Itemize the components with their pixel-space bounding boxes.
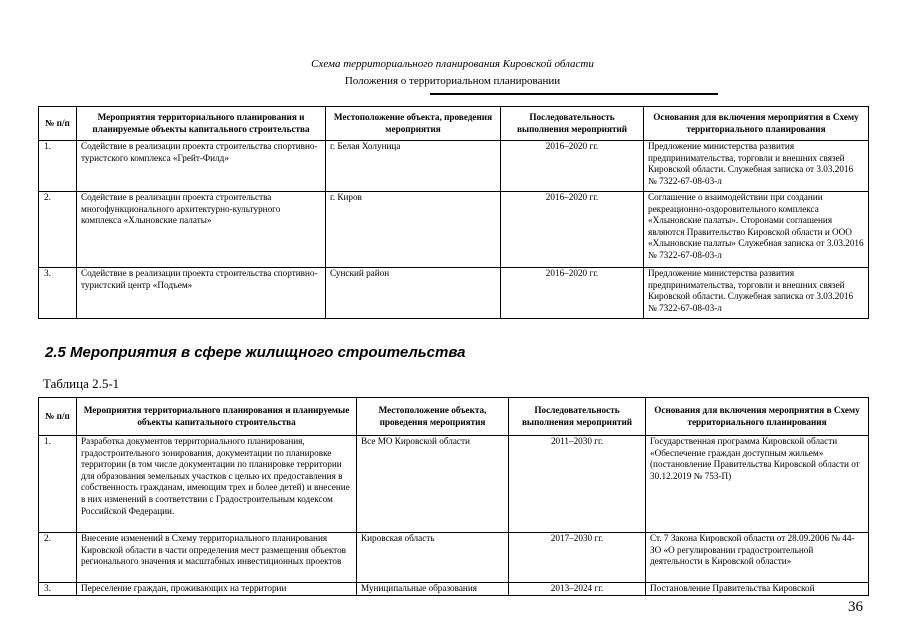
measures-table-1 (38, 106, 869, 319)
table-row (39, 583, 869, 596)
col-header-num: № п/п (39, 398, 77, 436)
col-header-location: Местоположение объекта, проведения мероприятия (326, 107, 501, 141)
col-header-location: Местоположение объекта, проведения мероприятия (357, 398, 509, 436)
table-row (39, 533, 869, 583)
row-location: Кировская область (357, 533, 509, 583)
document-header-title: Схема территориального планирования Кировской области (311, 58, 594, 70)
row-location: г. Киров (326, 192, 501, 268)
row-basis: Ст. 7 Закона Кировской области от 28.09.2006 № 44-ЗО «О регулировании градостроительной деятельности в Кировской области» (646, 533, 869, 583)
col-header-period: Последовательность выполнения мероприятий (509, 398, 646, 436)
col-header-event: Мероприятия территориального планирования и планируемые объекты капитального строительства (77, 107, 326, 141)
row-basis: Предложение министерства развития предпринимательства, торговли и внешних связей Кировской области. Служебная записка от 3.03.2016 № 7322-67-08-03-л (644, 268, 869, 319)
row-period: 2017–2030 гг. (509, 533, 646, 583)
measures-table-2 (38, 397, 869, 596)
col-header-basis: Основания для включения мероприятия в Схему территориального планирования (646, 398, 869, 436)
table-row (39, 436, 869, 533)
row-location: Все МО Кировской области (357, 436, 509, 533)
row-event: Переселение граждан, проживающих на территории (77, 583, 357, 596)
col-header-num: № п/п (39, 107, 77, 141)
header-rule (430, 93, 718, 95)
row-period: 2016–2020 гг. (501, 192, 644, 268)
table-row (39, 268, 869, 319)
row-num: 1. (39, 436, 77, 533)
row-location: г. Белая Холуница (326, 141, 501, 192)
row-basis: Предложение министерства развития предпринимательства, торговли и внешних связей Кировской области. Служебная записка от 3.03.2016 № 7322-67-08-03-л (644, 141, 869, 192)
row-num: 1. (39, 141, 77, 192)
col-header-basis: Основания для включения мероприятия в Схему территориального планирования (644, 107, 869, 141)
row-event: Разработка документов территориального планирования, градостроительного зонирования, документации по планировке территории (в том числе документации по планировке территории для образования земельных участков с целью их предоставления в собственность гражданам, имеющим трех и более детей) и внесение в них изменений в соответствии с Градостроительным кодексом Российской Федерации. (77, 436, 357, 533)
table-label: Таблица 2.5-1 (43, 376, 120, 391)
row-event: Внесение изменений в Схему территориального планирования Кировской области в части определения мест размещения объектов регионального значения и масштабных инвестиционных проектов (77, 533, 357, 583)
row-event: Содействие в реализации проекта строительства спортивно-туристский центр «Подъем» (77, 268, 326, 319)
table-row (39, 192, 869, 268)
col-header-period: Последовательность выполнения мероприятий (501, 107, 644, 141)
table-row (39, 141, 869, 192)
row-num: 2. (39, 533, 77, 583)
row-period: 2016–2020 гг. (501, 141, 644, 192)
section-title: 2.5 Мероприятия в сфере жилищного строительства (45, 344, 466, 361)
row-num: 3. (39, 583, 77, 596)
table-header-row (39, 107, 869, 141)
row-num: 3. (39, 268, 77, 319)
page-number: 36 (848, 599, 863, 615)
row-basis: Государственная программа Кировской области «Обеспечение граждан доступным жильем» (постановление Правительства Кировской области от 30.12.2019 № 753-П) (646, 436, 869, 533)
col-header-event: Мероприятия территориального планирования и планируемые объекты капитального строительства (77, 398, 357, 436)
document-header-subtitle: Положения о территориальном планировании (344, 75, 561, 87)
row-period: 2011–2030 гг. (509, 436, 646, 533)
row-period: 2013–2024 гг. (509, 583, 646, 596)
row-basis: Соглашение о взаимодействии при создании рекреационно-оздоровительного комплекса «Хлыновские палаты». Сторонами соглашения являются Правительство Кировской области и ООО «Хлыновские палаты» Служебная записка от 3.03.2016 № 7322-67-08-03-л (644, 192, 869, 268)
table-header-row (39, 398, 869, 436)
row-location: Сунский район (326, 268, 501, 319)
row-event: Содействие в реализации проекта строительства многофункционального архитектурно-культурного комплекса «Хлыновские палаты» (77, 192, 326, 268)
row-event: Содействие в реализации проекта строительства спортивно-туристского комплекса «Грейт-Филд» (77, 141, 326, 192)
row-location: Муниципальные образования (357, 583, 509, 596)
row-num: 2. (39, 192, 77, 268)
row-basis: Постановление Правительства Кировской (646, 583, 869, 596)
row-period: 2016–2020 гг. (501, 268, 644, 319)
